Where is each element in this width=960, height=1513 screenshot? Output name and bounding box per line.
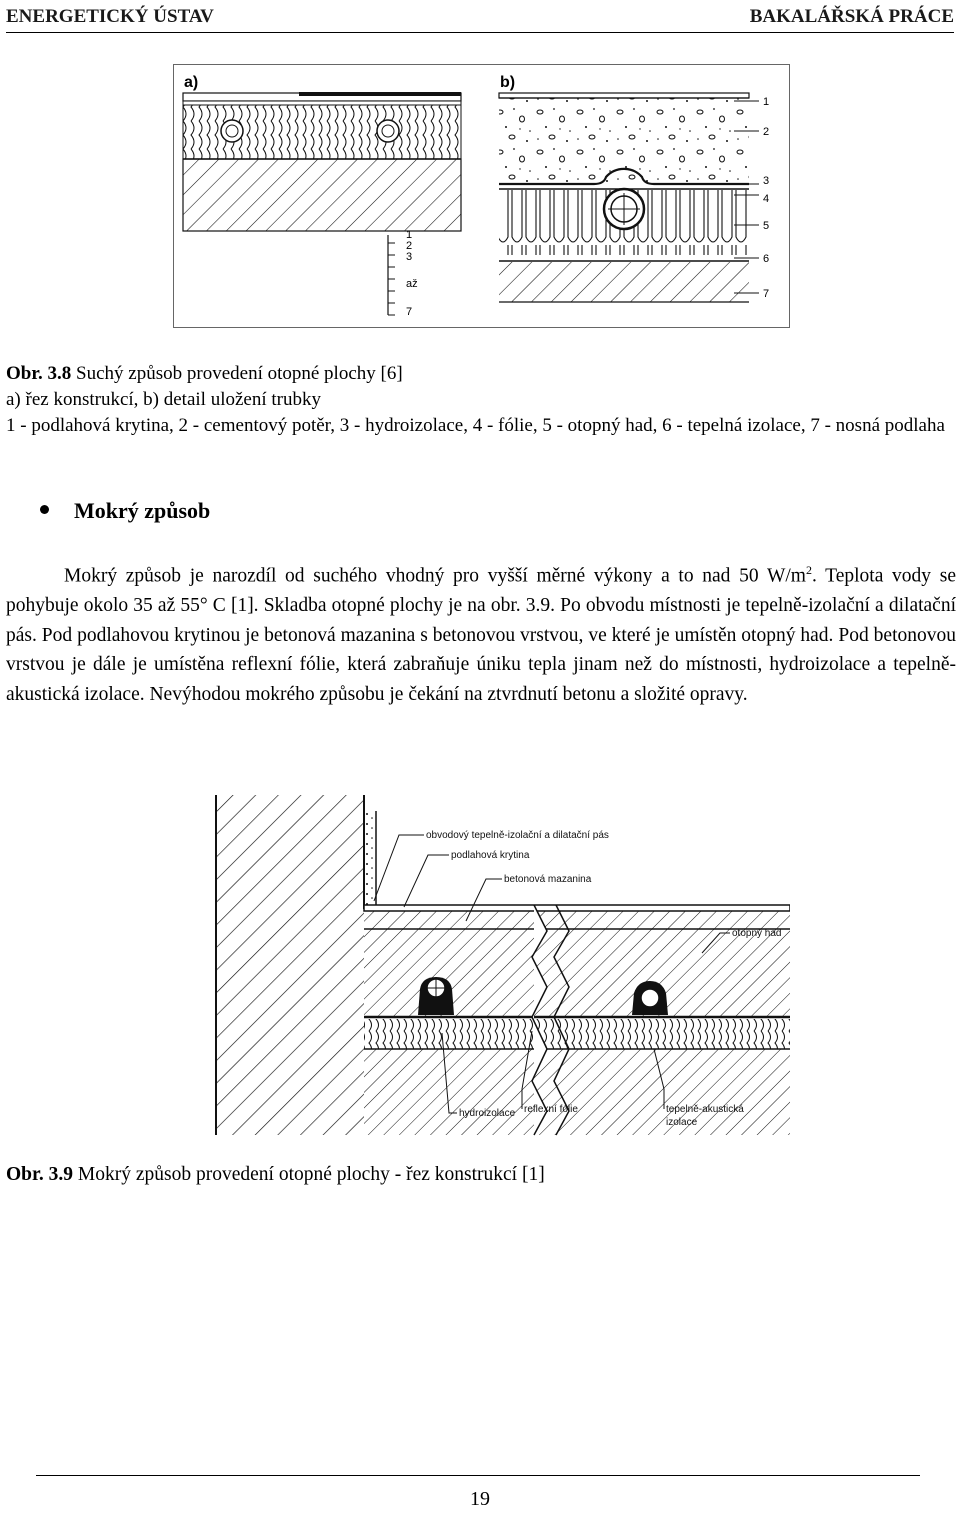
figure-3-8-caption bbox=[6, 361, 956, 439]
panel-b-number: 5 bbox=[763, 220, 770, 232]
header-institute: ENERGETICKÝ ÚSTAV bbox=[6, 6, 214, 27]
panel-b-label: b) bbox=[500, 74, 516, 91]
label-reflective-foil: reflexní fólie bbox=[524, 1104, 578, 1115]
label-heating-pipe: otopný had bbox=[732, 928, 782, 939]
section-heading-text: Mokrý způsob bbox=[74, 498, 211, 523]
caption-label: Obr. 3.8 bbox=[6, 363, 72, 384]
panel-b-number: 2 bbox=[763, 126, 770, 138]
superscript: 2 bbox=[805, 563, 812, 577]
label-floor-covering: podlahová krytina bbox=[451, 850, 530, 861]
label-insulation: tepelně-akustická bbox=[666, 1104, 744, 1115]
panel-a-number: 7 bbox=[406, 306, 413, 318]
label-perimeter-strip: obvodový tepelně-izolační a dilatační pás bbox=[426, 830, 609, 841]
panel-a-number: až bbox=[406, 278, 418, 290]
header-thesis-type: BAKALÁŘSKÁ PRÁCE bbox=[749, 6, 954, 27]
panel-b-number: 6 bbox=[763, 253, 770, 265]
caption-line: a) řez konstrukcí, b) detail uložení trubky bbox=[6, 389, 321, 410]
footer-rule bbox=[36, 1475, 920, 1476]
body-paragraph bbox=[6, 556, 956, 709]
panel-b-layer-numbers bbox=[763, 96, 769, 300]
figure-3-9-caption bbox=[6, 1164, 545, 1186]
panel-a-number: 1 bbox=[406, 229, 413, 241]
label-concrete-screed: betonová mazanina bbox=[504, 874, 592, 885]
figure-3-8 bbox=[173, 64, 790, 328]
panel-b-number: 7 bbox=[763, 288, 770, 300]
label-waterproofing: hydroizolace bbox=[459, 1108, 516, 1119]
panel-b-section bbox=[499, 93, 759, 302]
bullet-icon bbox=[40, 505, 49, 514]
paragraph-text: Mokrý způsob je narozdíl od suchého vhodný pro vyšší měrné výkony a to nad 50 W/m bbox=[64, 565, 806, 587]
caption-label: Obr. 3.9 bbox=[6, 1164, 74, 1185]
panel-b-number: 1 bbox=[763, 96, 770, 108]
wall bbox=[216, 795, 376, 1135]
figure-3-9 bbox=[214, 791, 790, 1136]
caption-title: Suchý způsob provedení otopné plochy [6] bbox=[76, 363, 403, 384]
panel-a-number: 3 bbox=[406, 251, 413, 263]
floor-layers bbox=[364, 905, 790, 1135]
panel-b-number: 4 bbox=[763, 193, 770, 205]
panel-b-number: 3 bbox=[763, 175, 770, 187]
label-insulation: izolace bbox=[666, 1117, 698, 1128]
panel-a-number: 2 bbox=[406, 240, 413, 252]
caption-title: Mokrý způsob provedení otopné plochy - řez konstrukcí [1] bbox=[77, 1164, 545, 1185]
figure-3-9-drawing bbox=[214, 791, 790, 1136]
page-header bbox=[6, 4, 954, 28]
caption-legend: 1 - podlahová krytina, 2 - cementový potěr, 3 - hydroizolace, 4 - fólie, 5 - otopný had, 6 - tepelná izolace, 7 - nosná podlaha bbox=[6, 415, 945, 436]
panel-a-label: a) bbox=[184, 74, 199, 91]
paragraph-text: . Teplota vody se pohybuje okolo 35 až 55° C [1]. Skladba otopné plochy je na obr. 3.9. Po obvodu místnosti je tepelně-izolační a dilatační pás. Pod podlahovou krytinou je betonová mazanina s betonovou vrstvou, ve které je umístěn otopný had. Pod betonovou vrstvou je dále je umístěna reflexní fólie, která zabraňuje úniku tepla jinam než do místnosti, hydroizolace a tepelně-akustická izolace. Nevýhodou mokrého způsobu je čekání na ztvrdnutí betonu a složité opravy. bbox=[6, 565, 956, 705]
section-heading bbox=[40, 498, 210, 524]
page-number: 19 bbox=[470, 1488, 490, 1510]
panel-a-section bbox=[183, 92, 461, 315]
header-rule bbox=[6, 32, 954, 33]
panel-a-layer-numbers bbox=[406, 229, 418, 318]
figure-3-8-drawing bbox=[174, 65, 788, 326]
